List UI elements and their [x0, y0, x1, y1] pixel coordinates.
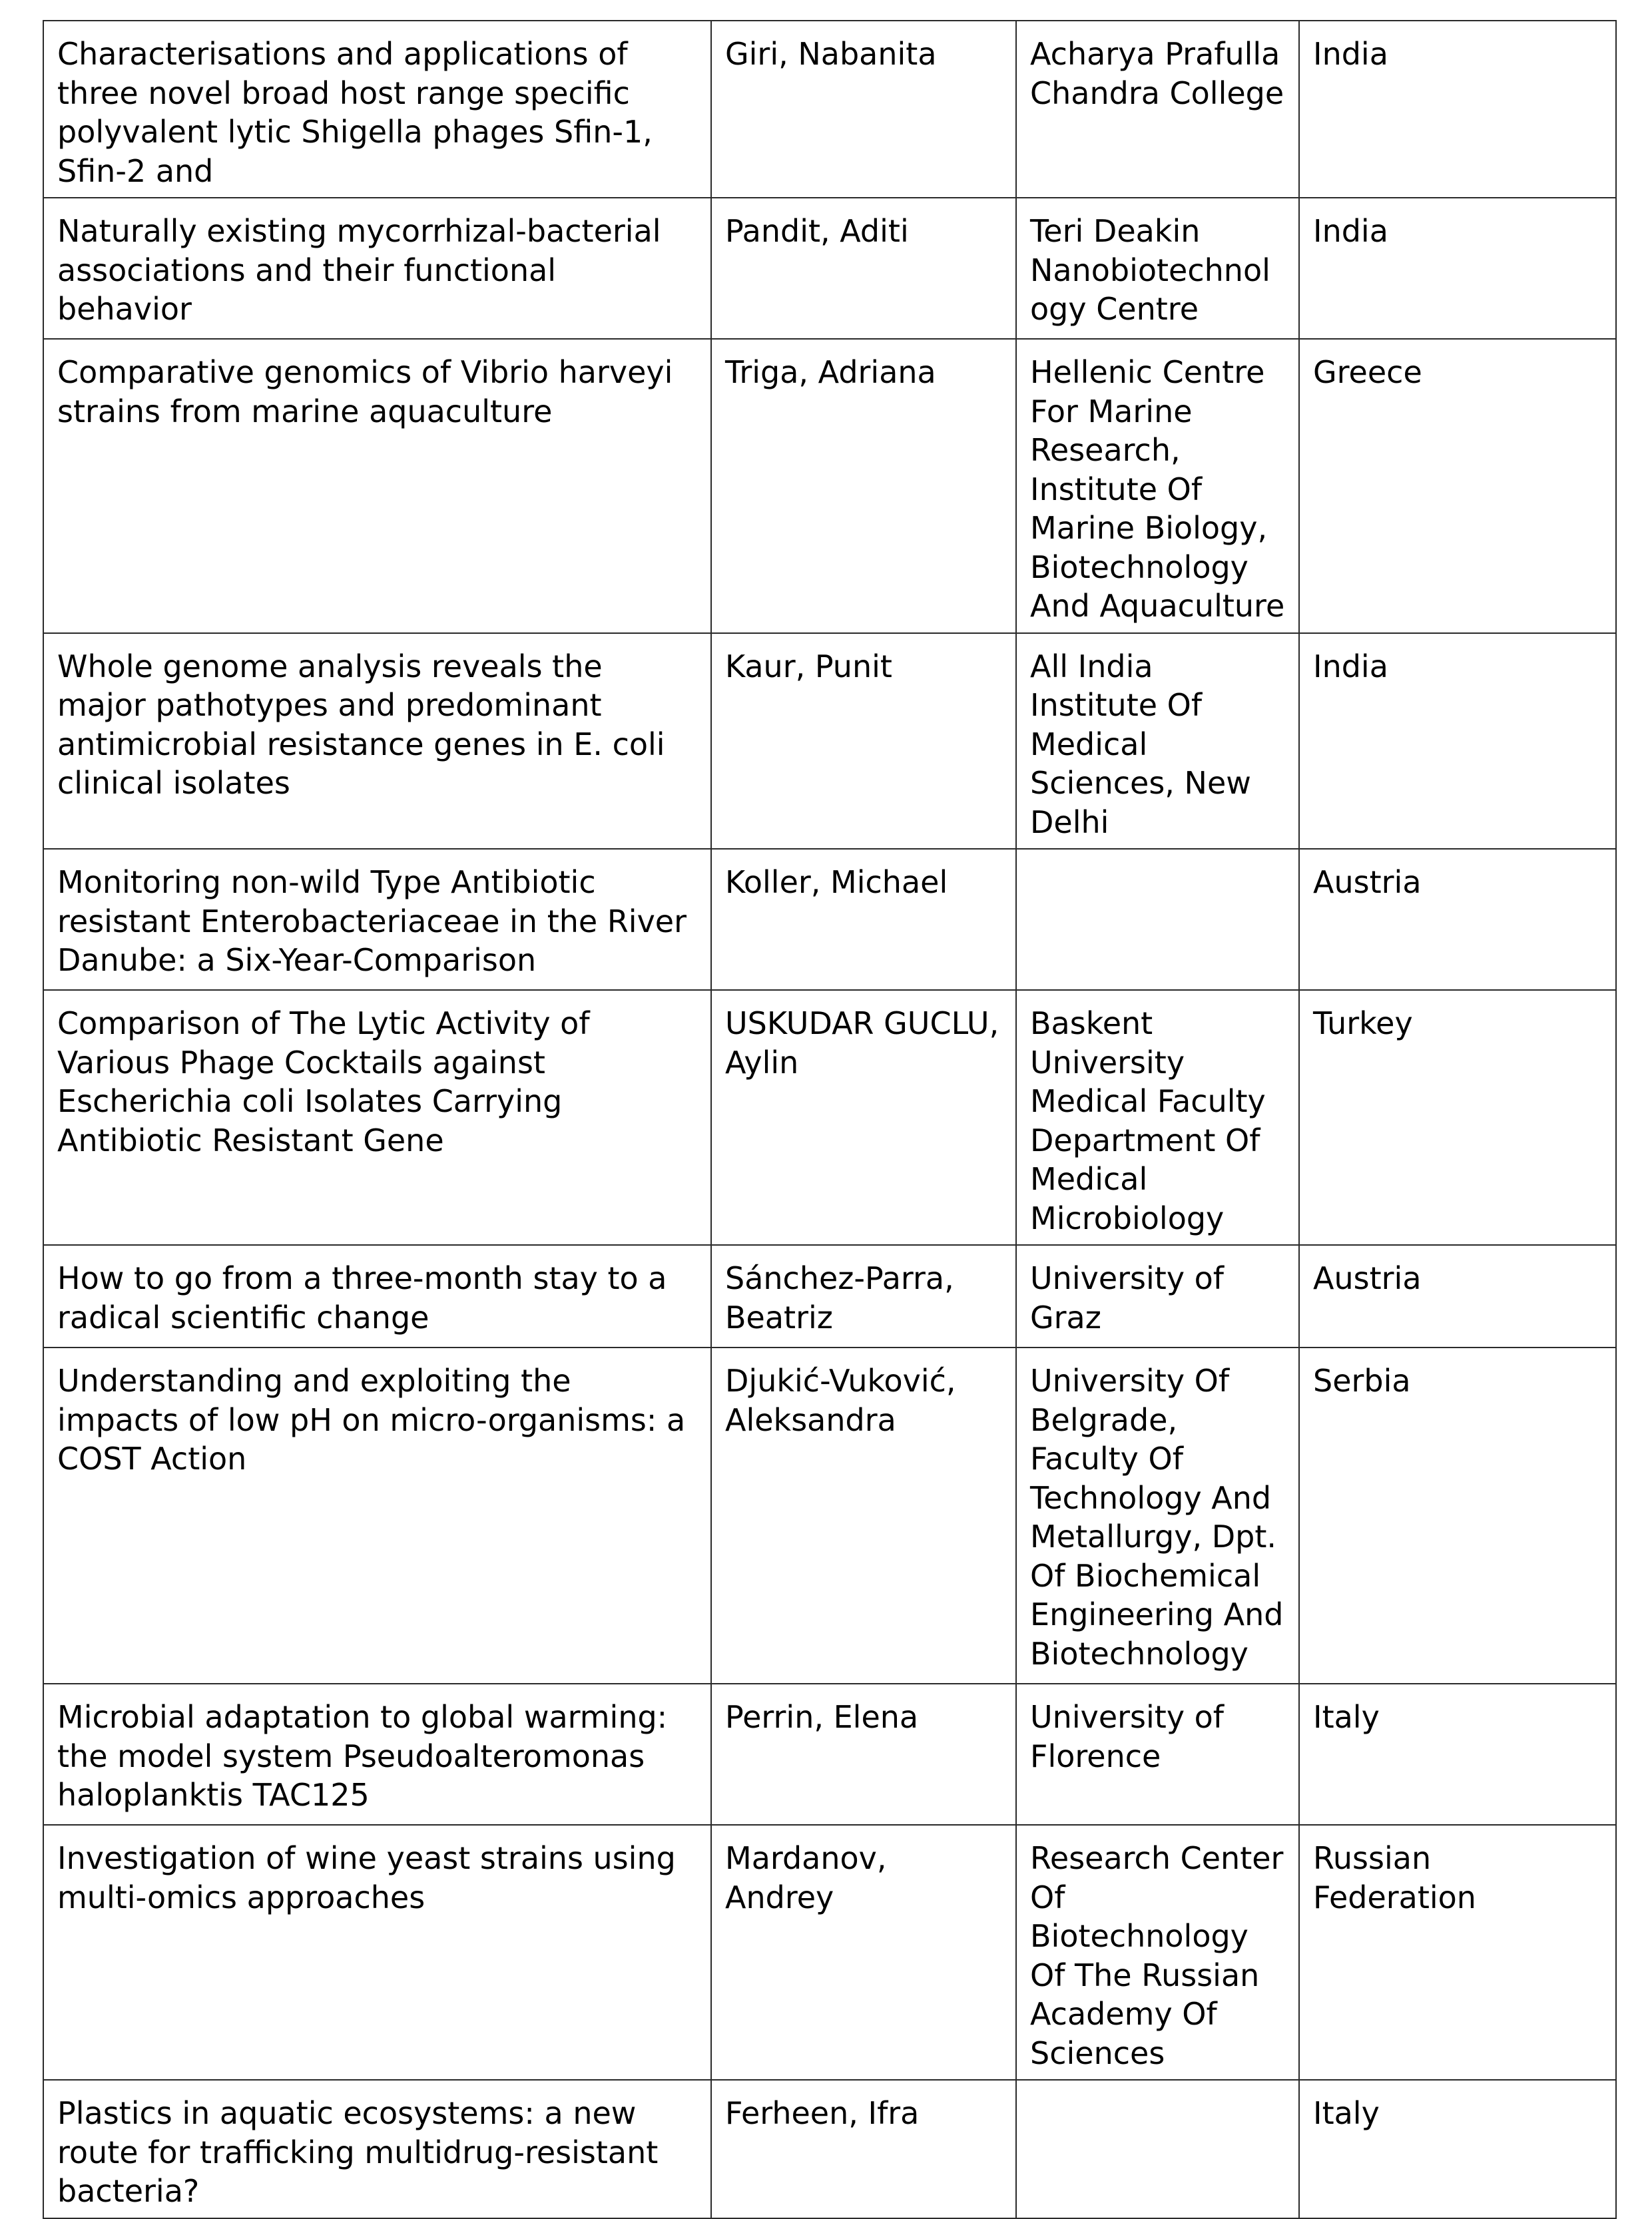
cell-author: Giri, Nabanita: [711, 21, 1016, 198]
cell-country: Austria: [1299, 1245, 1616, 1348]
cell-institution: University Of Belgrade, Faculty Of Technology And Metallurgy, Dpt. Of Biochemical Engineering And Biotechnology: [1016, 1348, 1299, 1684]
cell-title: How to go from a three-month stay to a radical scientific change: [43, 1245, 711, 1348]
table-row: [43, 339, 1616, 633]
cell-title: Microbial adaptation to global warming: the model system Pseudoalteromonas haloplanktis TAC125: [43, 1684, 711, 1825]
cell-institution: Baskent University Medical Faculty Department Of Medical Microbiology: [1016, 990, 1299, 1245]
cell-country: Turkey: [1299, 990, 1616, 1245]
cell-country: Serbia: [1299, 1348, 1616, 1684]
abstracts-table: [43, 20, 1617, 2219]
cell-institution: [1016, 2080, 1299, 2218]
table-row: [43, 1825, 1616, 2080]
cell-institution: Teri Deakin Nanobiotechnology Centre: [1016, 198, 1299, 339]
cell-title: Monitoring non-wild Type Antibiotic resistant Enterobacteriaceae in the River Danube: a Six-Year-Comparison: [43, 849, 711, 990]
cell-title: Plastics in aquatic ecosystems: a new route for trafficking multidrug-resistant bacteria?: [43, 2080, 711, 2218]
cell-author: Djukić-Vuković, Aleksandra: [711, 1348, 1016, 1684]
cell-author: Mardanov, Andrey: [711, 1825, 1016, 2080]
cell-country: India: [1299, 198, 1616, 339]
cell-author: Sánchez-Parra, Beatriz: [711, 1245, 1016, 1348]
cell-author: Pandit, Aditi: [711, 198, 1016, 339]
cell-institution: [1016, 849, 1299, 990]
cell-institution: All India Institute Of Medical Sciences, New Delhi: [1016, 633, 1299, 850]
cell-institution: University of Florence: [1016, 1684, 1299, 1825]
cell-title: Understanding and exploiting the impacts of low pH on micro-organisms: a COST Action: [43, 1348, 711, 1684]
cell-title: Naturally existing mycorrhizal-bacterial associations and their functional behavior: [43, 198, 711, 339]
cell-title: Characterisations and applications of three novel broad host range specific polyvalent lytic Shigella phages Sfin-1, Sfin-2 and: [43, 21, 711, 198]
cell-institution: Hellenic Centre For Marine Research, Institute Of Marine Biology, Biotechnology And Aquaculture: [1016, 339, 1299, 633]
table-row: [43, 633, 1616, 850]
cell-author: Triga, Adriana: [711, 339, 1016, 633]
cell-institution: Acharya Prafulla Chandra College: [1016, 21, 1299, 198]
cell-author: Perrin, Elena: [711, 1684, 1016, 1825]
cell-author: Koller, Michael: [711, 849, 1016, 990]
cell-title: Whole genome analysis reveals the major pathotypes and predominant antimicrobial resistance genes in E. coli clinical isolates: [43, 633, 711, 850]
cell-institution: University of Graz: [1016, 1245, 1299, 1348]
cell-title: Comparative genomics of Vibrio harveyi strains from marine aquaculture: [43, 339, 711, 633]
table-row: [43, 1245, 1616, 1348]
cell-country: Austria: [1299, 849, 1616, 990]
cell-author: USKUDAR GUCLU, Aylin: [711, 990, 1016, 1245]
cell-country: Italy: [1299, 1684, 1616, 1825]
cell-country: Russian Federation: [1299, 1825, 1616, 2080]
table-row: [43, 1684, 1616, 1825]
abstracts-table-container: [43, 20, 1615, 2219]
cell-country: Italy: [1299, 2080, 1616, 2218]
table-row: [43, 198, 1616, 339]
cell-title: Investigation of wine yeast strains using multi-omics approaches: [43, 1825, 711, 2080]
cell-author: Kaur, Punit: [711, 633, 1016, 850]
table-row: [43, 849, 1616, 990]
table-row: [43, 1348, 1616, 1684]
cell-institution: Research Center Of Biotechnology Of The Russian Academy Of Sciences: [1016, 1825, 1299, 2080]
table-row: [43, 21, 1616, 198]
cell-country: India: [1299, 21, 1616, 198]
table-row: [43, 2080, 1616, 2218]
cell-country: Greece: [1299, 339, 1616, 633]
cell-title: Comparison of The Lytic Activity of Various Phage Cocktails against Escherichia coli Isolates Carrying Antibiotic Resistant Gene: [43, 990, 711, 1245]
cell-author: Ferheen, Ifra: [711, 2080, 1016, 2218]
table-row: [43, 990, 1616, 1245]
cell-country: India: [1299, 633, 1616, 850]
